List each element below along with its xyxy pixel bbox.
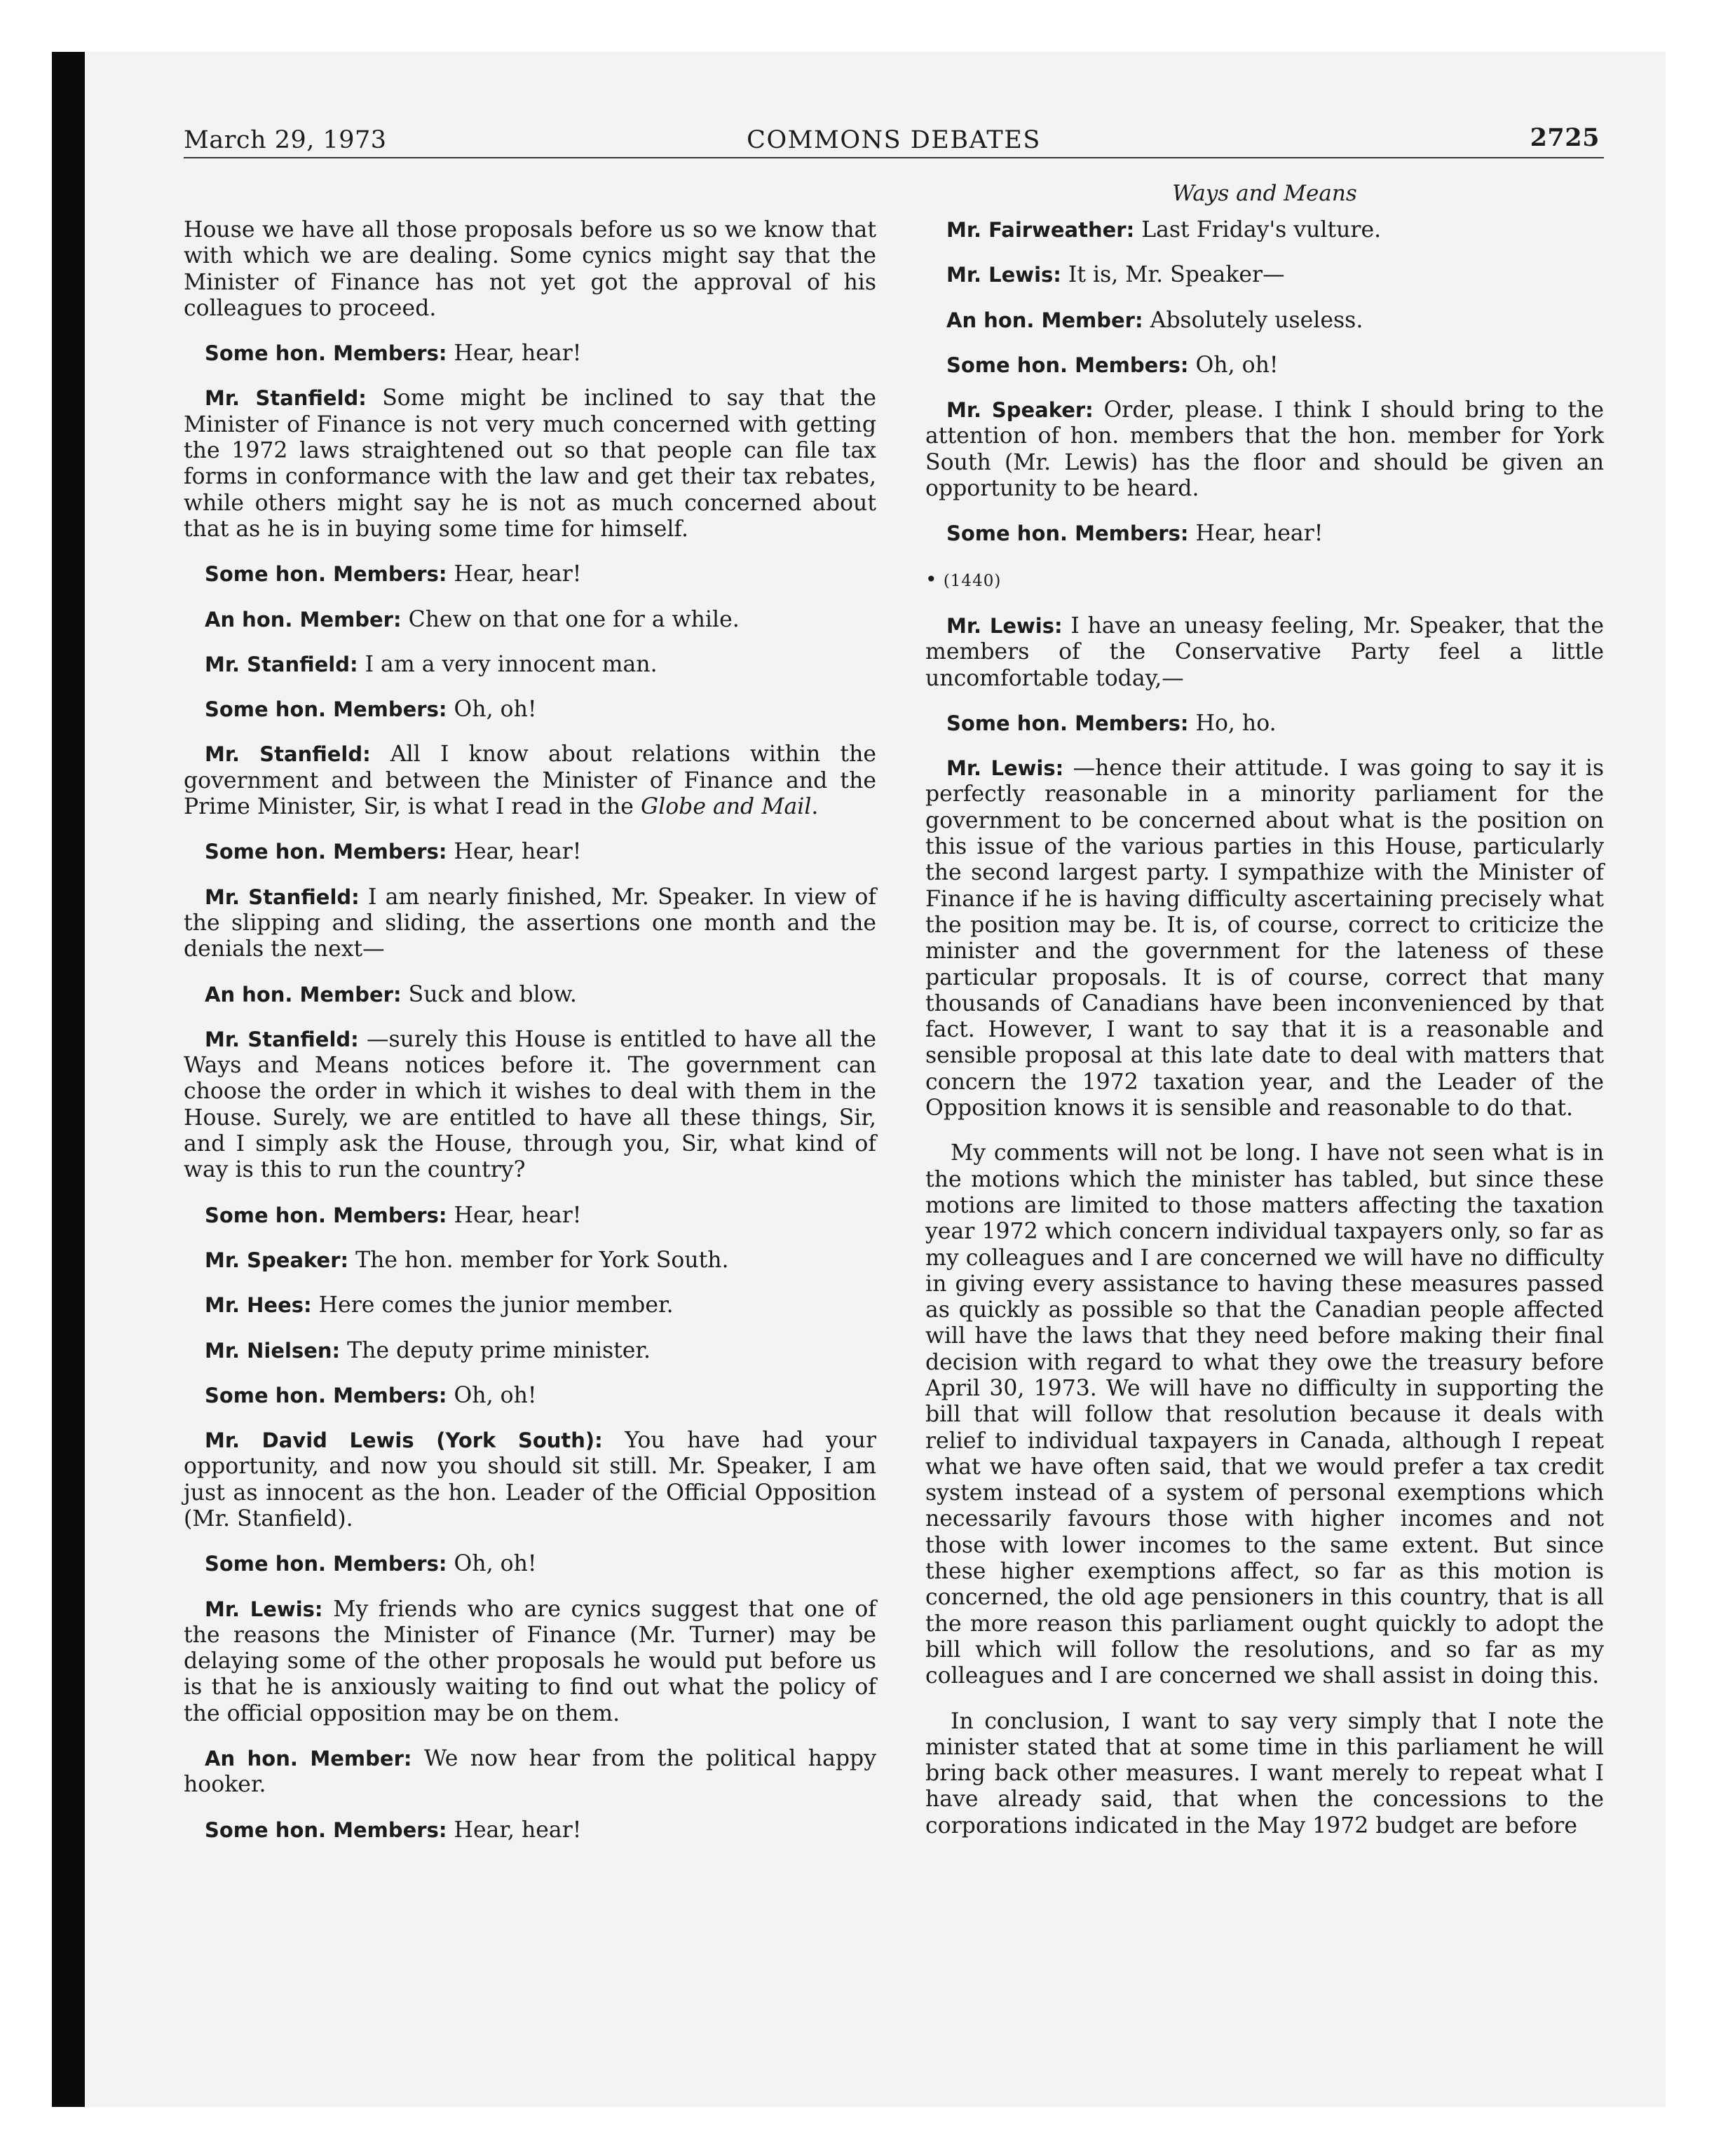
speaker-name: Some hon. Members: bbox=[946, 711, 1189, 735]
speech-text: Hear, hear! bbox=[454, 341, 582, 367]
speaker-name: Mr. Stanfield: bbox=[205, 1027, 359, 1051]
paragraph bbox=[184, 982, 876, 1008]
speaker-name: Mr. Fairweather: bbox=[946, 218, 1135, 242]
speech-text: Hear, hear! bbox=[454, 839, 582, 865]
speaker-name: Mr. Stanfield: bbox=[205, 742, 371, 767]
speech-text: Hear, hear! bbox=[454, 1817, 582, 1843]
speech-text: Some might be inclined to say that the Minister of Finance is not very much concerned with getting the 1972 laws straightened out so that people can file tax forms in conformance with the law and get their tax rebates, while others might say he is not as much concerned about that as he is in buying some time for himself. bbox=[184, 386, 877, 542]
speech-text: Chew on that one for a while. bbox=[408, 606, 740, 632]
speech-text: We now hear from the political happy hooker. bbox=[184, 1746, 876, 1798]
speech-text: Oh, oh! bbox=[454, 1551, 537, 1577]
paragraph bbox=[184, 561, 876, 587]
speech-text: The deputy prime minister. bbox=[347, 1337, 651, 1363]
speech-text: Hear, hear! bbox=[454, 1202, 582, 1228]
speaker-name: Some hon. Members: bbox=[205, 697, 447, 722]
paragraph bbox=[184, 1817, 876, 1843]
paragraph bbox=[184, 1338, 876, 1364]
speech-text: I am a very innocent man. bbox=[365, 651, 658, 677]
speech-text: All I know about relations within the government and between the Minister of Finance and the Prime Minister, Sir, is what I read in the bbox=[184, 742, 877, 820]
paragraph bbox=[184, 885, 876, 963]
speaker-name: An hon. Member: bbox=[205, 607, 402, 632]
newspaper-title: Globe and Mail bbox=[640, 794, 812, 820]
speech-text: I am nearly finished, Mr. Speaker. In view of the slipping and sliding, the assertions one month and the denials the next— bbox=[184, 884, 876, 962]
speaker-name: An hon. Member: bbox=[946, 308, 1143, 332]
speaker-name: Some hon. Members: bbox=[205, 840, 447, 864]
paragraph bbox=[184, 1428, 876, 1532]
paragraph bbox=[184, 1292, 876, 1318]
speaker-name: Some hon. Members: bbox=[946, 353, 1189, 377]
paragraph bbox=[184, 839, 876, 865]
speaker-name: Mr. Lewis: bbox=[946, 613, 1063, 638]
speech-text: The hon. member for York South. bbox=[355, 1247, 729, 1273]
paragraph bbox=[184, 742, 876, 820]
speech-text: Oh, oh! bbox=[454, 1382, 537, 1408]
speech-text: Hear, hear! bbox=[1195, 521, 1324, 547]
paragraph: House we have all those proposals before us so we know that with which we are dealing. Some cynics might say that the Minister of Finance has not yet got the approval of his colleagues to proceed. bbox=[184, 217, 876, 321]
speech-text: Oh, oh! bbox=[454, 697, 537, 723]
speech-text: —hence their attitude. I was going to say it is perfectly reasonable in a minority parliament for the government to be concerned about what is the position on this issue of the various parties in this House, particularly the second largest party. I sympathize with the Minister of Finance if he is having difficulty ascertaining precisely what the position may be. It is, of course, correct to criticize the minister and the government for the lateness of these particular proposals. It is of course, correct that many thousands of Canadians have been inconvenienced by that fact. However, I want to say that it is a reasonable and sensible proposal at this late date to deal with matters that concern the 1972 taxation year, and the Leader of the Opposition knows it is sensible and reasonable to do that. bbox=[925, 756, 1604, 1121]
speaker-name: Mr. Lewis: bbox=[946, 756, 1064, 781]
speaker-name: Mr. Speaker: bbox=[205, 1248, 349, 1272]
running-head: Ways and Means bbox=[1172, 181, 1357, 206]
speaker-name: Mr. Stanfield: bbox=[205, 386, 367, 411]
time-marker bbox=[925, 566, 1604, 594]
speaker-name: Some hon. Members: bbox=[946, 521, 1189, 546]
header-title: COMMONS DEBATES bbox=[747, 126, 1041, 154]
speaker-name: Mr. Lewis: bbox=[205, 1597, 323, 1621]
speaker-name: An hon. Member: bbox=[205, 1747, 412, 1771]
time-marker-text: (1440) bbox=[943, 571, 1002, 590]
speaker-name: Some hon. Members: bbox=[205, 1203, 447, 1227]
paragraph bbox=[184, 1597, 876, 1727]
speaker-name: An hon. Member: bbox=[205, 982, 402, 1007]
paragraph bbox=[925, 262, 1604, 288]
paragraph bbox=[925, 353, 1604, 378]
speaker-name: Mr. David Lewis (York South): bbox=[205, 1428, 603, 1453]
speech-text-end: . bbox=[811, 794, 819, 820]
speech-text: Suck and blow. bbox=[408, 981, 577, 1007]
bullet-icon: • bbox=[925, 567, 938, 591]
paragraph bbox=[184, 1383, 876, 1409]
paragraph bbox=[184, 341, 876, 367]
speaker-name: Mr. Hees: bbox=[205, 1293, 312, 1318]
paragraph bbox=[184, 1203, 876, 1229]
paragraph bbox=[184, 1551, 876, 1577]
paragraph: In conclusion, I want to say very simply that I note the minister stated that at some time in this parliament he will bring back other measures. I want merely to repeat what I have already said, that when the concessions to the corporations indicated in the May 1972 budget are before bbox=[925, 1708, 1604, 1838]
speech-text: Here comes the junior member. bbox=[318, 1292, 674, 1318]
speaker-name: Some hon. Members: bbox=[205, 1383, 447, 1407]
header-date: March 29, 1973 bbox=[184, 126, 387, 154]
speaker-name: Mr. Lewis: bbox=[946, 263, 1061, 287]
right-column bbox=[925, 217, 1604, 1858]
page-number: 2725 bbox=[1530, 123, 1600, 152]
speaker-name: Mr. Speaker: bbox=[946, 398, 1094, 423]
speaker-name: Mr. Stanfield: bbox=[205, 652, 358, 676]
paragraph bbox=[184, 1248, 876, 1274]
paragraph: My comments will not be long. I have not seen what is in the motions which the minister has tabled, but since these motions are limited to those matters affecting the taxation year 1972 which concern individual taxpayers only, so far as my colleagues and I are concerned we will have no difficulty in giving every assistance to having these measures passed as quickly as possible so that the Canadian people affected will have the laws that they need before making their final decision with regard to what they owe the treasury before April 30, 1973. We will have no difficulty in supporting the bill that will follow that resolution because it deals with relief to individual taxpayers in Canada, although I repeat what we have often said, that we would prefer a tax credit system instead of a system of personal exemptions which necessarily favours those with higher incomes and not those with lower incomes to the same extent. But since these higher exemptions affect, so far as this motion is concerned, the old age pensioners in this country, that is all the more reason this parliament ought quickly to adopt the bill which will follow the resolutions, and so far as my colleagues and I are concerned we shall assist in doing this. bbox=[925, 1140, 1604, 1689]
paragraph bbox=[925, 521, 1604, 547]
paragraph bbox=[184, 386, 876, 543]
paragraph bbox=[184, 1746, 876, 1799]
paragraph bbox=[925, 217, 1604, 243]
speech-text: Last Friday's vulture. bbox=[1141, 217, 1382, 243]
speech-text: Order, please. I think I should bring to the attention of hon. members that the hon. member for York South (Mr. Lewis) has the floor and should be given an opportunity to be heard. bbox=[925, 397, 1604, 502]
header-rule bbox=[184, 157, 1604, 158]
paragraph bbox=[925, 308, 1604, 334]
speech-text: It is, Mr. Speaker— bbox=[1068, 262, 1285, 288]
speech-text: Oh, oh! bbox=[1195, 352, 1279, 378]
paragraph bbox=[184, 607, 876, 633]
paragraph bbox=[184, 1027, 876, 1184]
speech-text: My friends who are cynics suggest that one of the reasons the Minister of Finance (Mr. Turner) may be delaying some of the other proposals he would put before us is that he is anxiously waiting to find out what the policy of the official opposition may be on them. bbox=[184, 1596, 877, 1726]
paragraph bbox=[925, 397, 1604, 502]
left-column bbox=[184, 217, 876, 1862]
speaker-name: Some hon. Members: bbox=[205, 1817, 447, 1842]
speaker-name: Mr. Nielsen: bbox=[205, 1338, 341, 1363]
paragraph bbox=[925, 756, 1604, 1121]
speech-text: Ho, ho. bbox=[1195, 710, 1277, 736]
paragraph bbox=[184, 697, 876, 723]
speaker-name: Some hon. Members: bbox=[205, 1552, 447, 1576]
speaker-name: Some hon. Members: bbox=[205, 341, 447, 366]
binding-edge bbox=[52, 52, 85, 2107]
paragraph bbox=[925, 711, 1604, 737]
paragraph bbox=[184, 652, 876, 678]
speech-text: Hear, hear! bbox=[454, 561, 582, 587]
speech-text: —surely this House is entitled to have all the Ways and Means notices before it. The government can choose the order in which it wishes to deal with them in the House. Surely, we are entitled to have all these things, Sir, and I simply ask the House, through you, Sir, what kind of way is this to run the country? bbox=[184, 1026, 876, 1183]
speaker-name: Mr. Stanfield: bbox=[205, 885, 360, 909]
speaker-name: Some hon. Members: bbox=[205, 562, 447, 587]
speech-text: I have an uneasy feeling, Mr. Speaker, that the members of the Conservative Party feel a little uncomfortable today,— bbox=[925, 613, 1604, 691]
paragraph bbox=[925, 613, 1604, 692]
speech-text: Absolutely useless. bbox=[1150, 307, 1363, 333]
speech-text: You have had your opportunity, and now you should sit still. Mr. Speaker, I am just as innocent as the hon. Leader of the Official Opposition (Mr. Stanfield). bbox=[184, 1428, 877, 1531]
